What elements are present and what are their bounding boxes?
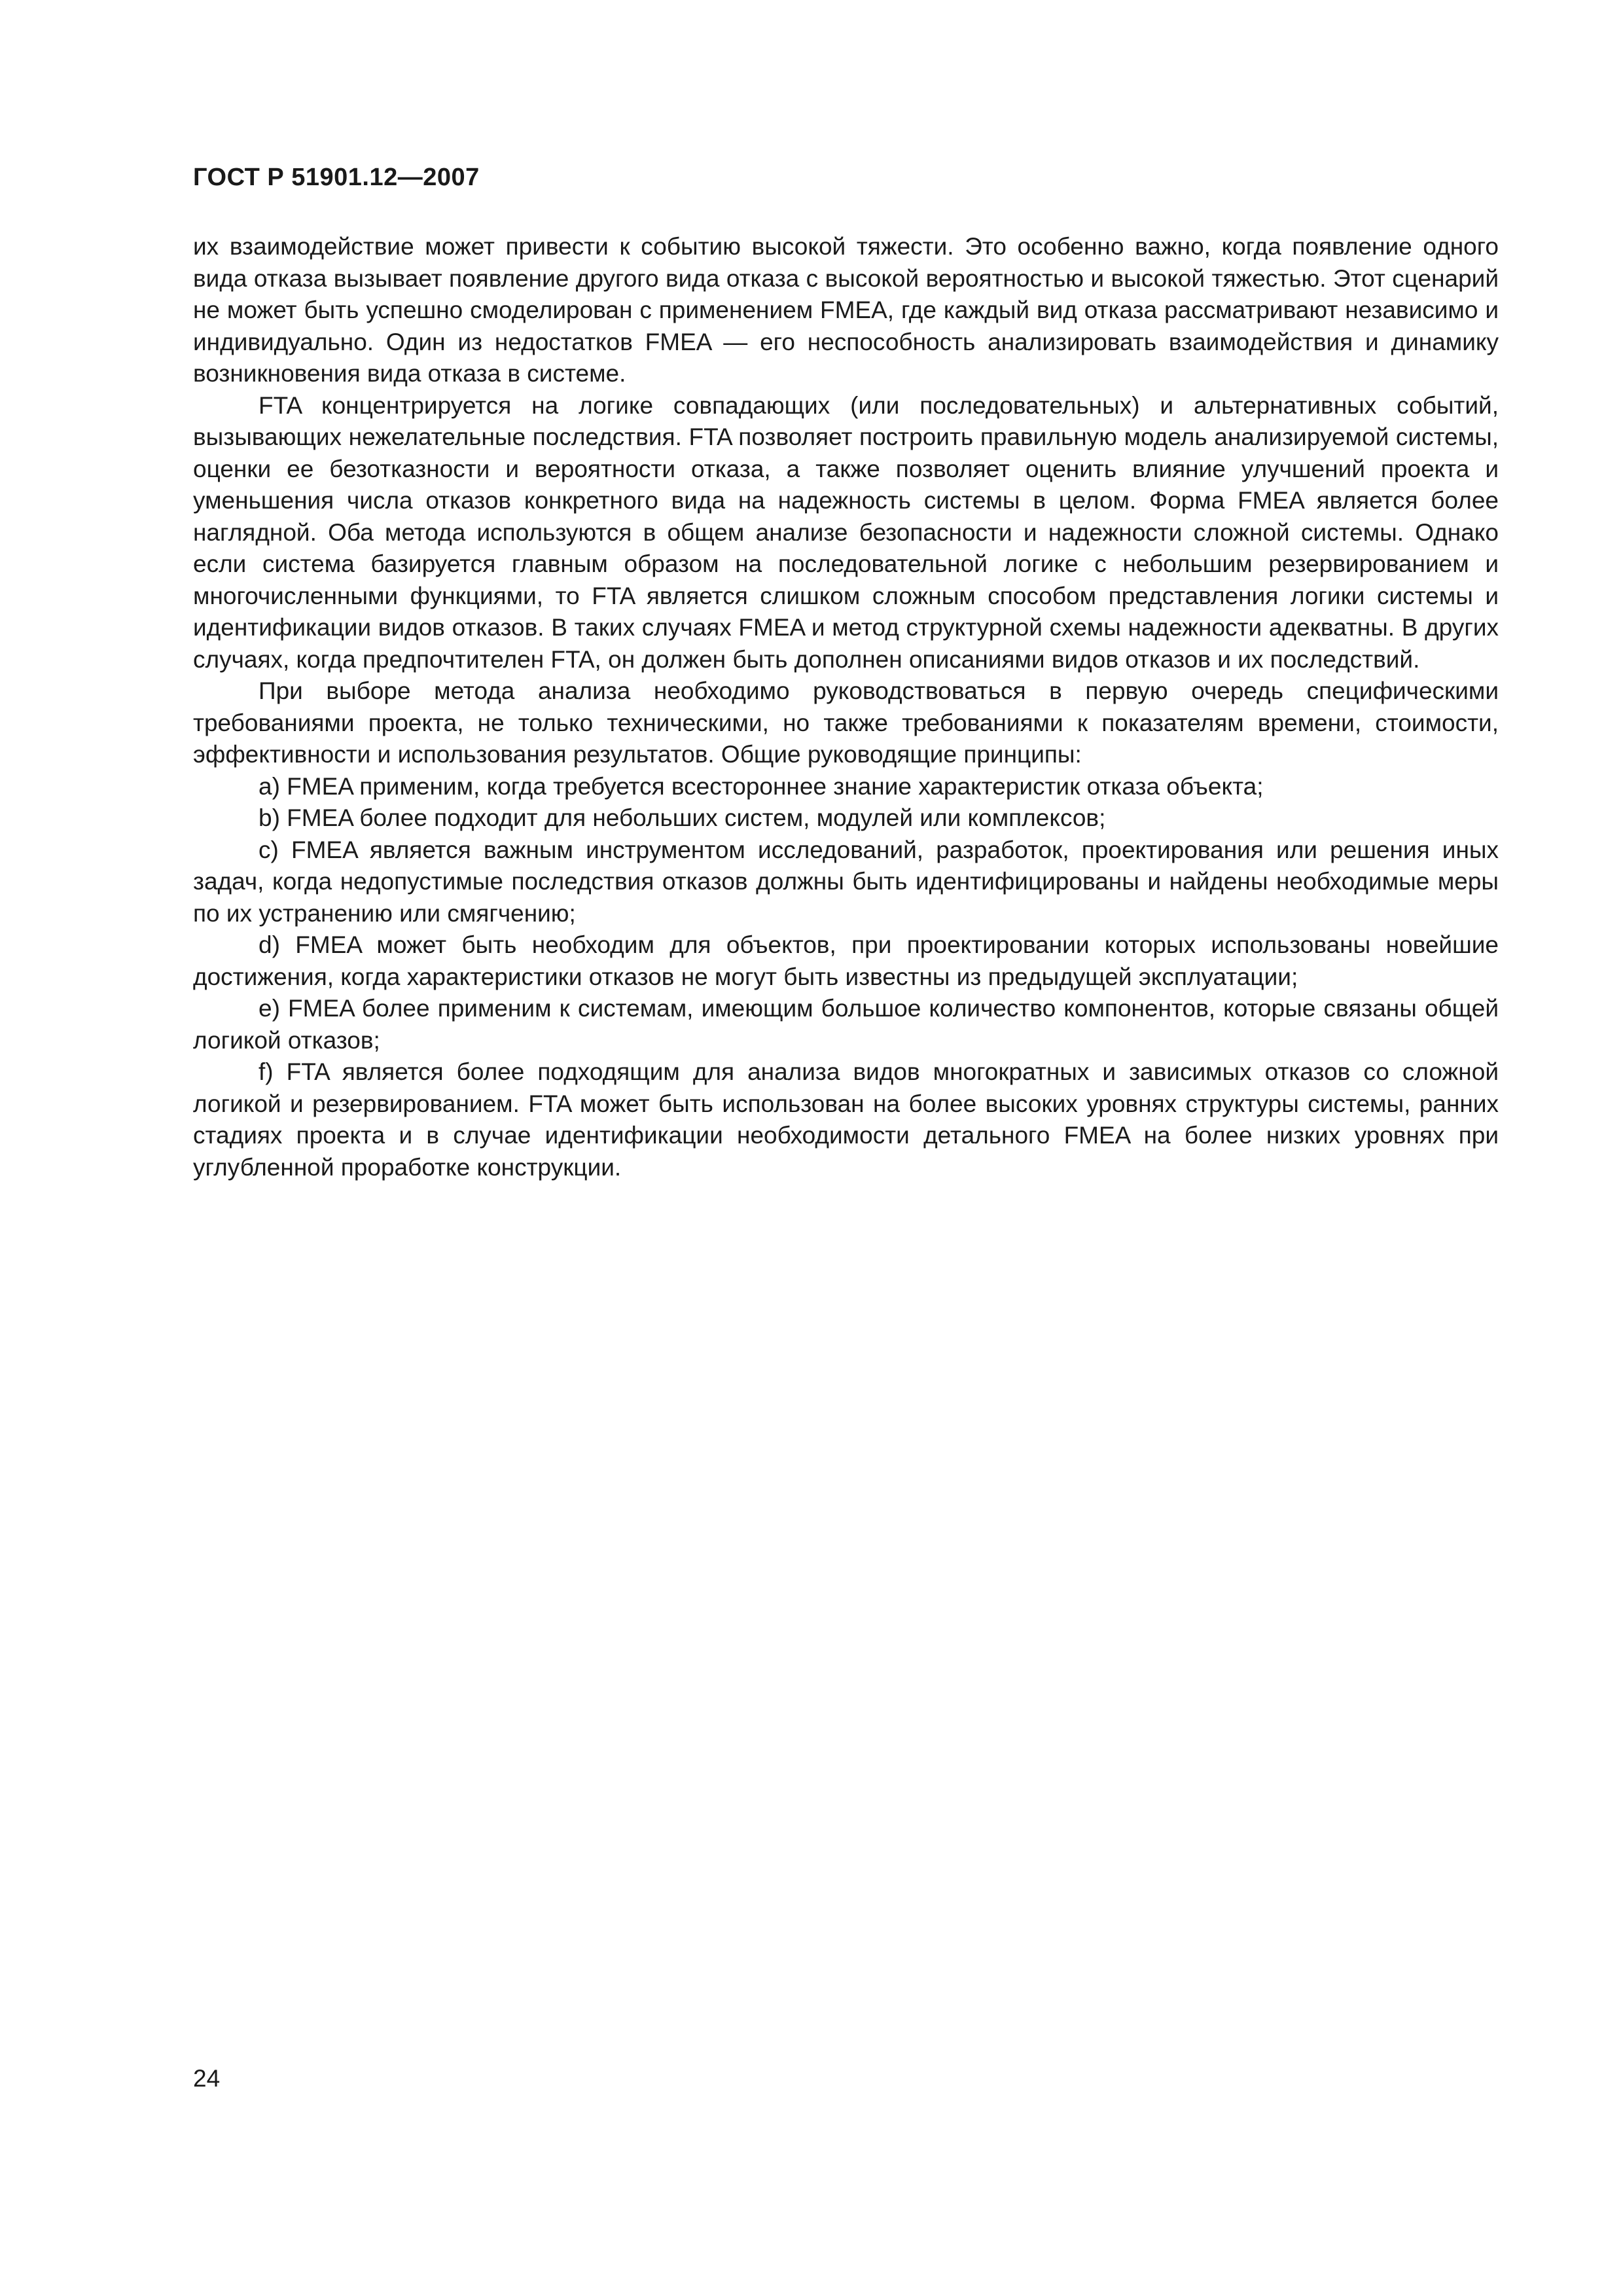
list-item-a: a) FMEA применим, когда требуется всестороннее знание характеристик отказа объекта; [259, 772, 1264, 800]
paragraph-method-choice: При выборе метода анализа необходимо руководствоваться в первую очередь специфическими требованиями проекта, не только техническими, но также требованиями к показателям времени, стоимости, эффективности и использования результатов. Общие руководящие принципы: [193, 677, 1499, 768]
paragraph-fta-logic: FTA концентрируется на логике совпадающих (или последовательных) и альтернативных событий, вызывающих нежелательные последствия. FTA позволяет построить правильную модель анализируемой системы, оценки ее безотказности и вероятности отказа, а также позволяет оценить влияние улучшений проекта и уменьшения числа отказов конкретного вида на надежность системы в целом. Форма FMEA является более наглядной. Оба метода используются в общем анализе безопасности и надежности сложной системы. Однако если система базируется главным образом на последовательной логике с небольшим резервированием и многочисленными функциями, то FTA является слишком сложным способом представления логики системы и идентификации видов отказов. В таких случаях FMEA и метод структурной схемы надежности адекватны. В других случаях, когда предпочтителен FTA, он должен быть дополнен описаниями видов отказов и их последствий. [193, 391, 1499, 673]
list-item-b: b) FMEA более подходит для небольших систем, модулей или комплексов; [259, 804, 1106, 831]
list-item-d: d) FMEA может быть необходим для объектов, при проектировании которых использованы новейшие достижения, когда характеристики отказов не могут быть известны из предыдущей эксплуатации; [193, 931, 1499, 990]
paragraph-continuation: их взаимодействие может привести к событию высокой тяжести. Это особенно важно, когда появление одного вида отказа вызывает появление другого вида отказа с высокой вероятностью и высокой тяжестью. Этот сценарий не может быть успешно смоделирован с применением FMEA, где каждый вид отказа рассматривают независимо и индивидуально. Один из недостатков FMEA — его неспособность анализировать взаимодействия и динамику возникновения вида отказа в системе. [193, 233, 1499, 387]
document-header: ГОСТ Р 51901.12—2007 [193, 164, 480, 191]
page-number: 24 [193, 2065, 221, 2092]
list-item-c: c) FMEA является важным инструментом исследований, разработок, проектирования или решения иных задач, когда недопустимые последствия отказов должны быть идентифицированы и найдены необходимые меры по их устранению или смягчению; [193, 836, 1499, 927]
list-item-e: e) FMEA более применим к системам, имеющим большое количество компонентов, которые связаны общей логикой отказов; [193, 995, 1499, 1054]
document-body [193, 231, 1499, 1183]
list-item-f: f) FTA является более подходящим для анализа видов многократных и зависимых отказов со сложной логикой и резервированием. FTA может быть использован на более высоких уровнях структуры системы, ранних стадиях проекта и в случае идентификации необходимости детального FMEA на более низких уровнях при углубленной проработке конструкции. [193, 1058, 1499, 1181]
